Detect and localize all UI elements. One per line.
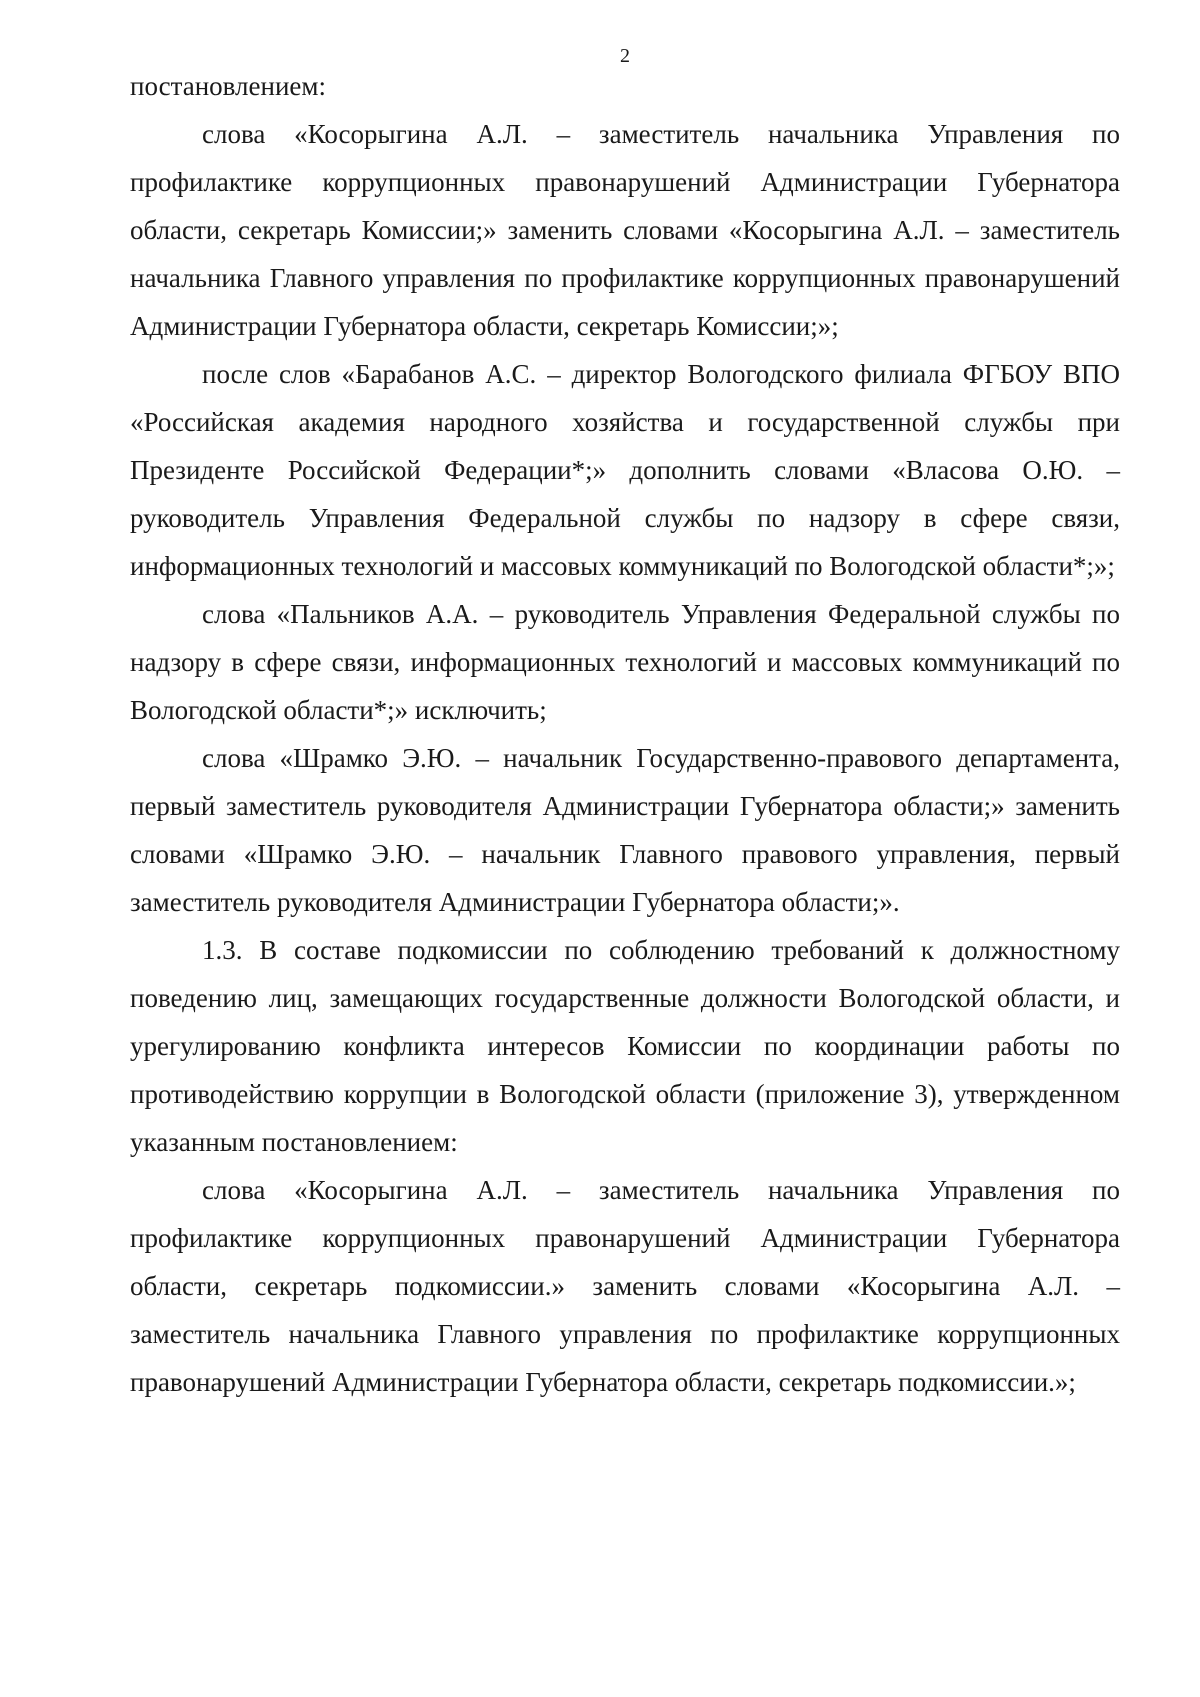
paragraph: слова «Шрамко Э.Ю. – начальник Государственно-правового департамента, первый заместитель руководителя Администрации Губернатора области;» заменить словами «Шрамко Э.Ю. – начальник Главного правового управления, первый заместитель руководителя Администрации Губернатора области;». — [130, 743, 1120, 917]
paragraph: слова «Пальников А.А. – руководитель Управления Федеральной службы по надзору в сфере связи, информационных технологий и массовых коммуникаций по Вологодской области*;» исключить; — [130, 599, 1120, 725]
paragraph-section-1-3: 1.3. В составе подкомиссии по соблюдению требований к должностному поведению лиц, замещающих государственные должности Вологодской области, и урегулированию конфликта интересов Комиссии по координации работы по противодействию коррупции в Вологодской области (приложение 3), утвержденном указанным постановлением: — [130, 935, 1120, 1157]
page-number: 2 — [620, 45, 630, 67]
paragraph-continuation: постановлением: — [130, 71, 326, 101]
paragraph: слова «Косорыгина А.Л. – заместитель начальника Управления по профилактике коррупционных правонарушений Администрации Губернатора области, секретарь подкомиссии.» заменить словами «Косорыгина А.Л. – заместитель начальника Главного управления по профилактике коррупционных правонарушений Администрации Губернатора области, секретарь подкомиссии.»; — [130, 1175, 1120, 1397]
paragraph: слова «Косорыгина А.Л. – заместитель начальника Управления по профилактике коррупционных правонарушений Администрации Губернатора области, секретарь Комиссии;» заменить словами «Косорыгина А.Л. – заместитель начальника Главного управления по профилактике коррупционных правонарушений Администрации Губернатора области, секретарь Комиссии;»; — [130, 119, 1120, 341]
document-body — [130, 62, 1120, 1406]
paragraph: после слов «Барабанов А.С. – директор Вологодского филиала ФГБОУ ВПО «Российская академия народного хозяйства и государственной службы при Президенте Российской Федерации*;» дополнить словами «Власова О.Ю. – руководитель Управления Федеральной службы по надзору в сфере связи, информационных технологий и массовых коммуникаций по Вологодской области*;»; — [130, 359, 1120, 581]
